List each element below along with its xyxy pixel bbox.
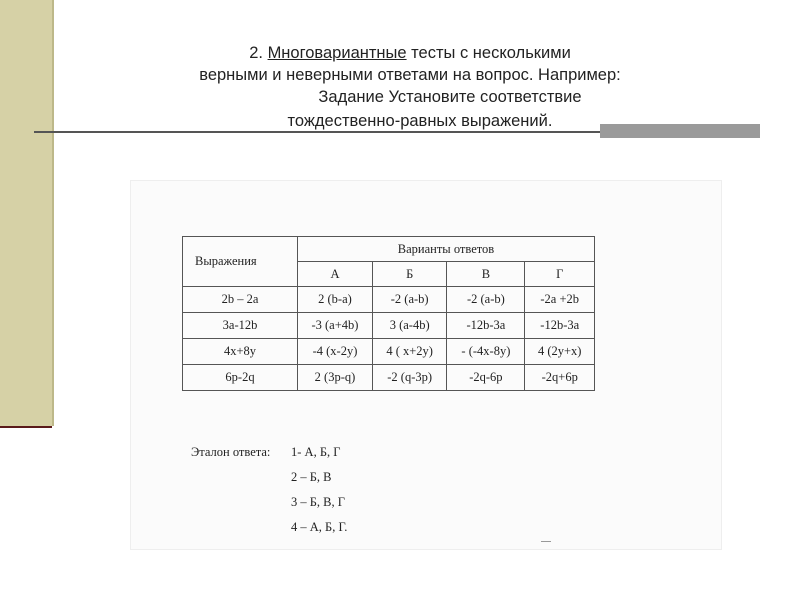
table-cell: -2q+6p: [525, 365, 595, 391]
heading-underlined-term: Многовариантные: [267, 44, 407, 62]
table-cell: -2 (a-b): [372, 287, 446, 313]
table-cell: 4 (2y+x): [525, 339, 595, 365]
divider-bar: [600, 124, 760, 138]
decorative-side-line: [0, 426, 52, 428]
heading-line-1-rest: тесты с несколькими: [411, 44, 571, 62]
heading-line-2: верными и неверными ответами на вопрос. Например:: [199, 66, 621, 84]
scanned-task-image: [130, 180, 722, 550]
row-expression: 6p-2q: [183, 365, 298, 391]
column-header-b: Б: [372, 262, 446, 287]
scan-artifact: [541, 541, 551, 542]
table-cell: 4 ( x+2y): [372, 339, 446, 365]
table-cell: 3 (a-4b): [372, 313, 446, 339]
table-cell: -2 (a-b): [447, 287, 525, 313]
table-cell: - (-4x-8y): [447, 339, 525, 365]
matching-table: [182, 236, 595, 391]
heading-number: 2.: [249, 44, 263, 62]
row-expression: 2b – 2a: [183, 287, 298, 313]
heading-line-1: [249, 44, 571, 62]
table-cell: -2a +2b: [525, 287, 595, 313]
table-cell: -2q-6p: [447, 365, 525, 391]
table-cell: -2 (q-3p): [372, 365, 446, 391]
column-header-a: А: [298, 262, 373, 287]
answer-key-label: Эталон ответа:: [191, 445, 271, 459]
table-cell: -12b-3a: [447, 313, 525, 339]
table-cell: -4 (x-2y): [298, 339, 373, 365]
row-expression: 3a-12b: [183, 313, 298, 339]
row-expression: 4x+8y: [183, 339, 298, 365]
table-cell: -3 (a+4b): [298, 313, 373, 339]
table-cell: 2 (b-a): [298, 287, 373, 313]
answer-line: 1- А, Б, Г: [291, 445, 341, 459]
table-cell: -12b-3a: [525, 313, 595, 339]
table-row: [183, 287, 595, 313]
variants-header: Варианты ответов: [298, 237, 595, 262]
heading-line-4: тождественно-равных выражений.: [287, 112, 553, 130]
divider-line: [34, 131, 600, 133]
table-row: [183, 339, 595, 365]
expressions-header: Выражения: [183, 237, 298, 287]
column-header-g: Г: [525, 262, 595, 287]
table-cell: 2 (3p-q): [298, 365, 373, 391]
decorative-side-strip: [0, 0, 54, 426]
table-row: [183, 365, 595, 391]
table-header-row: [183, 237, 595, 262]
column-header-v: В: [447, 262, 525, 287]
answer-line: 3 – Б, В, Г: [291, 495, 345, 509]
slide-heading: [110, 42, 710, 132]
heading-line-3: Задание Установите соответствие: [318, 88, 582, 106]
answer-line: 4 – А, Б, Г.: [291, 520, 348, 534]
answer-line: 2 – Б, В: [291, 470, 332, 484]
table-row: [183, 313, 595, 339]
